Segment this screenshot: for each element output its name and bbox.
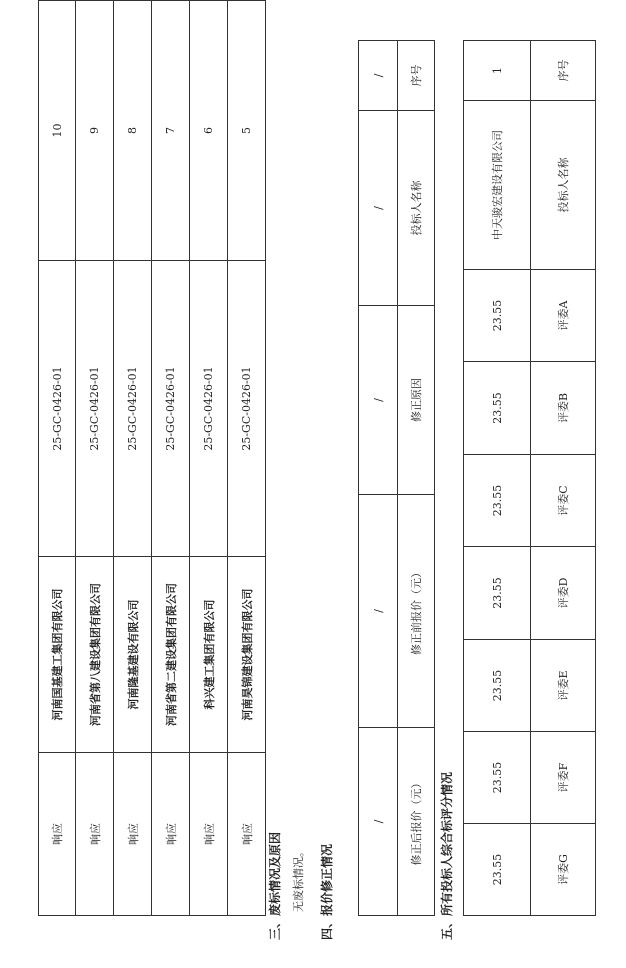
table-row bbox=[114, 1, 152, 916]
code-cell: 25-GC-0426-01 bbox=[76, 261, 114, 557]
reason-cell: / bbox=[359, 306, 398, 495]
row-number-cell: 8 bbox=[114, 1, 152, 261]
score-cell-e: 23.55 bbox=[464, 640, 531, 732]
score-cell-d: 23.55 bbox=[464, 547, 531, 640]
header-judge-a: 评委A bbox=[531, 270, 596, 362]
company-cell: 河南省第八建设集团有限公司 bbox=[76, 557, 114, 753]
code-cell: 25-GC-0426-01 bbox=[152, 261, 190, 557]
header-before-price: 修正前报价（元） bbox=[398, 495, 435, 728]
bidder-name-cell: 中天骏宏建设有限公司 bbox=[464, 101, 531, 270]
score-cell-b: 23.55 bbox=[464, 362, 531, 455]
evaluation-score-table bbox=[463, 40, 596, 916]
row-number-cell: 9 bbox=[76, 1, 114, 261]
company-cell: 科兴建工集团有限公司 bbox=[190, 557, 228, 753]
score-cell-a: 23.55 bbox=[464, 270, 531, 362]
section5-title: 五、所有投标人综合标评分情况 bbox=[440, 771, 454, 940]
header-judge-b: 评委B bbox=[531, 362, 596, 455]
code-cell: 25-GC-0426-01 bbox=[228, 261, 266, 557]
company-cell: 河南省第二建设集团有限公司 bbox=[152, 557, 190, 753]
bidder-response-table bbox=[38, 0, 266, 916]
table-row bbox=[464, 41, 531, 916]
code-cell: 25-GC-0426-01 bbox=[39, 261, 76, 557]
section3-title: 三、废标情况及原因 bbox=[268, 831, 282, 940]
status-cell: 响应 bbox=[152, 753, 190, 916]
before-price-cell: / bbox=[359, 495, 398, 728]
section3-note: 无废标情况。 bbox=[292, 846, 305, 912]
score-cell-c: 23.55 bbox=[464, 455, 531, 547]
code-cell: 25-GC-0426-01 bbox=[114, 261, 152, 557]
header-judge-g: 评委G bbox=[531, 824, 596, 916]
header-judge-e: 评委E bbox=[531, 640, 596, 732]
status-cell: 响应 bbox=[114, 753, 152, 916]
score-cell-g: 23.55 bbox=[464, 824, 531, 916]
table-header-row bbox=[531, 41, 596, 916]
table-row bbox=[359, 41, 398, 916]
row-number-cell: 10 bbox=[39, 1, 76, 261]
header-bidder-name: 投标人名称 bbox=[398, 111, 435, 306]
header-bidder-name: 投标人名称 bbox=[531, 101, 596, 270]
header-judge-f: 评委F bbox=[531, 732, 596, 824]
row-number-cell: 6 bbox=[190, 1, 228, 261]
section4-title: 四、报价修正情况 bbox=[320, 843, 334, 940]
table-row bbox=[39, 1, 76, 916]
table-row bbox=[190, 1, 228, 916]
header-judge-c: 评委C bbox=[531, 455, 596, 547]
company-cell: 河南昊锦建设集团有限公司 bbox=[228, 557, 266, 753]
price-correction-table bbox=[358, 40, 435, 916]
table-row bbox=[76, 1, 114, 916]
status-cell: 响应 bbox=[190, 753, 228, 916]
bidder-name-cell: / bbox=[359, 111, 398, 306]
row-number-cell: 1 bbox=[464, 41, 531, 101]
header-judge-d: 评委D bbox=[531, 547, 596, 640]
header-after-price: 修正后报价（元） bbox=[398, 728, 435, 916]
table-row bbox=[228, 1, 266, 916]
table-header-row bbox=[398, 41, 435, 916]
status-cell: 响应 bbox=[228, 753, 266, 916]
header-row-number: 序号 bbox=[531, 41, 596, 101]
company-cell: 河南隆基建设有限公司 bbox=[114, 557, 152, 753]
score-cell-f: 23.55 bbox=[464, 732, 531, 824]
row-number-cell: / bbox=[359, 41, 398, 111]
header-row-number: 序号 bbox=[398, 41, 435, 111]
after-price-cell: / bbox=[359, 728, 398, 916]
status-cell: 响应 bbox=[76, 753, 114, 916]
row-number-cell: 7 bbox=[152, 1, 190, 261]
header-reason: 修正原因 bbox=[398, 306, 435, 495]
company-cell: 河南国基建工集团有限公司 bbox=[39, 557, 76, 753]
row-number-cell: 5 bbox=[228, 1, 266, 261]
table-row bbox=[152, 1, 190, 916]
code-cell: 25-GC-0426-01 bbox=[190, 261, 228, 557]
status-cell: 响应 bbox=[39, 753, 76, 916]
